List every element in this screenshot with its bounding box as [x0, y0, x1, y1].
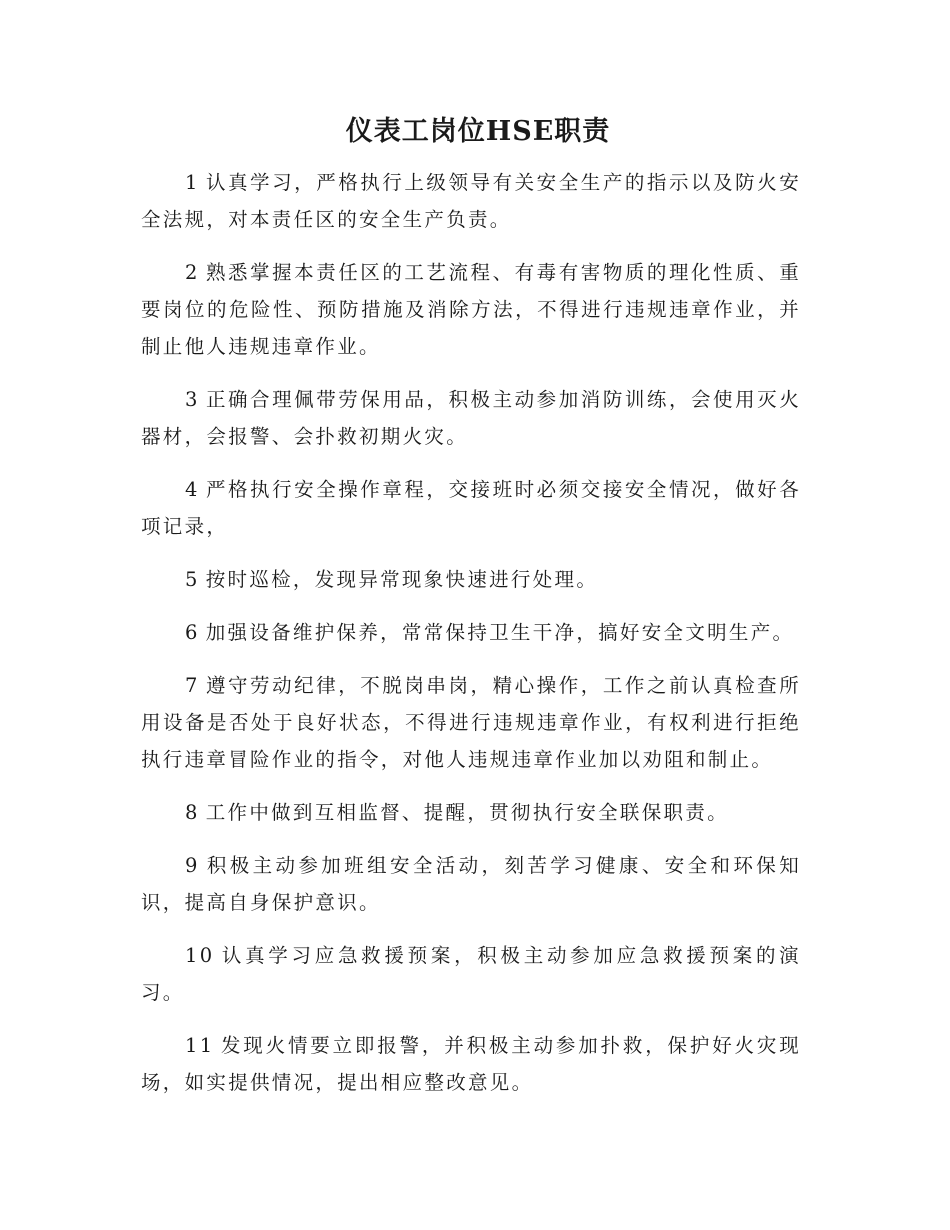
duty-item-number: 1: [185, 171, 200, 194]
duty-item-text: 发现火情要立即报警，并积极主动参加扑救，保护好火灾现场，如实提供情况，提出相应整改意见。: [141, 1034, 801, 1094]
duty-item-number: 4: [185, 478, 200, 501]
duty-item: [141, 561, 801, 598]
duty-item: [141, 847, 801, 921]
duty-item: [141, 164, 801, 238]
duty-item-number: 8: [185, 801, 200, 824]
duty-item: [141, 937, 801, 1011]
duty-item-number: 10: [185, 944, 215, 967]
duty-item-text: 认真学习，严格执行上级领导有关安全生产的指示以及防火安全法规，对本责任区的安全生产负责。: [141, 171, 801, 231]
duty-item-text: 认真学习应急救援预案，积极主动参加应急救援预案的演习。: [141, 944, 801, 1004]
duty-item: [141, 1027, 801, 1101]
duty-item-text: 加强设备维护保养，常常保持卫生干净，搞好安全文明生产。: [205, 621, 795, 644]
duty-item-number: 11: [185, 1034, 215, 1057]
duty-item-text: 积极主动参加班组安全活动，刻苦学习健康、安全和环保知识，提高自身保护意识。: [141, 854, 801, 914]
duty-item: [141, 667, 801, 778]
duty-item-number: 5: [185, 568, 200, 591]
duty-item-text: 正确合理佩带劳保用品，积极主动参加消防训练，会使用灭火器材，会报警、会扑救初期火灾。: [141, 388, 801, 448]
duty-item-text: 工作中做到互相监督、提醒，贯彻执行安全联保职责。: [205, 801, 729, 824]
duty-item-text: 遵守劳动纪律，不脱岗串岗，精心操作，工作之前认真检查所用设备是否处于良好状态，不得进行违规违章作业，有权利进行拒绝执行违章冒险作业的指令，对他人违规违章作业加以劝阻和制止。: [141, 674, 801, 771]
duty-item: [141, 614, 801, 651]
duty-item-number: 3: [185, 388, 200, 411]
duty-item-text: 按时巡检，发现异常现象快速进行处理。: [205, 568, 599, 591]
duty-item: [141, 254, 801, 365]
duty-item-number: 6: [185, 621, 200, 644]
duty-item: [141, 471, 801, 545]
duty-item-number: 7: [185, 674, 200, 697]
duty-item-text: 严格执行安全操作章程，交接班时必须交接安全情况，做好各项记录，: [141, 478, 801, 538]
duty-item-text: 熟悉掌握本责任区的工艺流程、有毒有害物质的理化性质、重要岗位的危险性、预防措施及消除方法，不得进行违规违章作业，并制止他人违规违章作业。: [141, 261, 801, 358]
duty-item: [141, 794, 801, 831]
document-title: 仪表工岗位HSE职责: [345, 116, 611, 147]
document-page: [141, 108, 801, 1117]
duty-item: [141, 381, 801, 455]
duty-item-number: 2: [185, 261, 200, 284]
duty-item-number: 9: [185, 854, 200, 877]
